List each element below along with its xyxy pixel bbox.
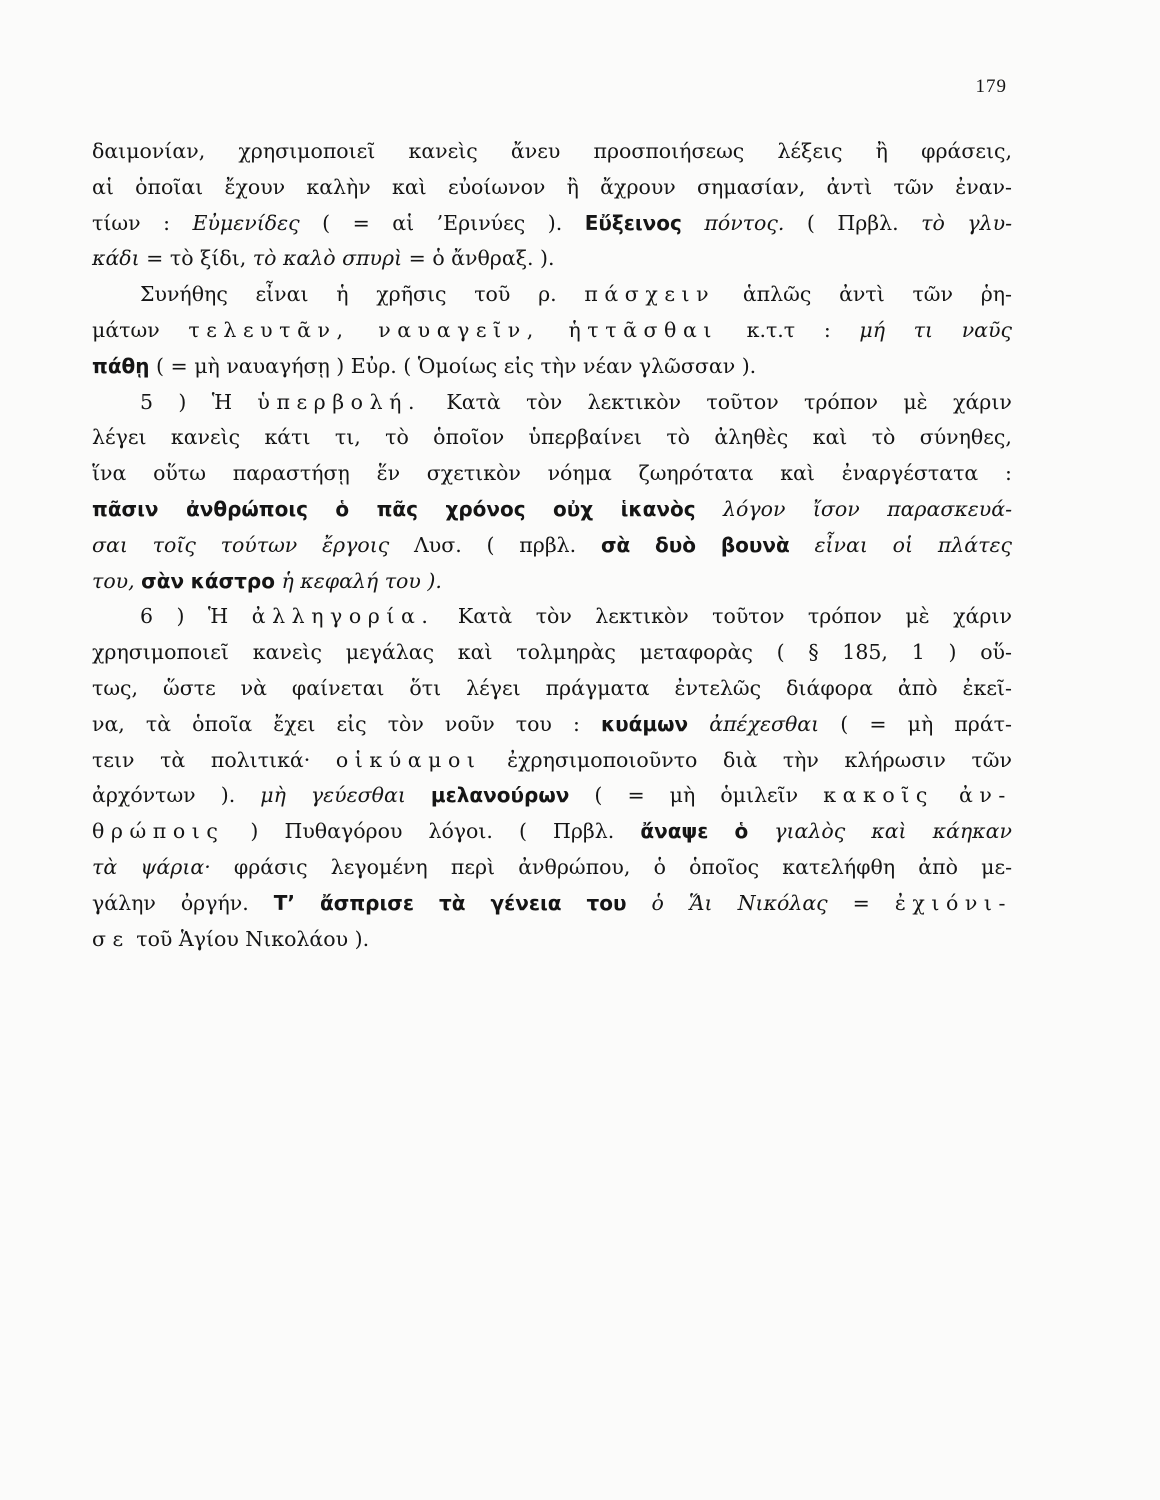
text-run: ἀνθρώπου, — [518, 854, 631, 879]
text-run: = — [852, 890, 870, 915]
text-run: ὅτι — [409, 675, 442, 700]
text-run: μὴ — [669, 783, 696, 808]
text-run: Συνήθης — [140, 282, 228, 307]
text-run: τὸν — [387, 711, 424, 736]
text-run: τὸ — [385, 425, 409, 450]
text-run: μὲ — [903, 389, 928, 414]
italic-text: του — [384, 568, 421, 593]
text-line — [92, 564, 1012, 600]
spaced-text: κακοῖς — [823, 783, 934, 808]
text-run: νέαν — [583, 353, 633, 378]
bold-text: χρόνος — [445, 496, 526, 521]
text-run: λέγει — [466, 675, 521, 700]
bold-text: ὁ — [335, 496, 350, 521]
text-run: ἀληθὲς — [714, 425, 789, 450]
text-run: ἐχρησιμοποιοῦντο — [507, 747, 698, 772]
text-run: καὶ — [812, 425, 848, 450]
text-run: σύνηθες, — [919, 425, 1012, 450]
italic-text: τοῖς — [152, 532, 196, 557]
spaced-text: θρώποις — [92, 819, 225, 844]
bold-text: βουνὰ — [720, 532, 790, 557]
text-line — [92, 206, 1012, 242]
bold-text: πᾶσιν — [92, 496, 159, 521]
text-run: χρησιμοποιεῖ — [238, 139, 376, 163]
text-run: λεκτικὸν — [587, 389, 682, 414]
bold-text: δυὸ — [655, 532, 697, 557]
text-run: Ἁγίου — [178, 926, 239, 951]
text-run: ζωηρότατα — [638, 461, 754, 486]
italic-text: ἴσον — [812, 496, 860, 521]
bold-text: κάστρο — [190, 568, 275, 593]
text-run: 6 — [140, 604, 154, 629]
text-run: νὰ — [240, 675, 267, 700]
bold-text: μελανούρων — [430, 783, 570, 808]
text-run: φράσεις, — [921, 139, 1012, 163]
text-run: ἀπὸ — [918, 854, 958, 879]
bold-text: σὰ — [600, 532, 631, 557]
text-line — [92, 778, 1012, 814]
italic-text: καὶ — [871, 819, 907, 844]
bold-text: ὁ — [734, 819, 749, 844]
text-run: 1 — [911, 640, 925, 665]
text-run: τοῦ — [136, 926, 173, 951]
text-run: Κατὰ — [457, 604, 513, 629]
text-body — [92, 134, 1012, 957]
italic-text: πόντος. — [704, 210, 785, 235]
bold-text: ἀνθρώποις — [185, 496, 308, 521]
text-line — [92, 313, 1012, 349]
spaced-text: τελευτᾶν, — [188, 317, 350, 342]
text-line — [92, 241, 1012, 277]
text-line — [92, 635, 1012, 671]
text-run: καλὴν — [306, 174, 371, 199]
text-run: μὴ — [194, 353, 220, 378]
spaced-text: ἀλληγορία. — [251, 604, 435, 629]
text-line — [92, 134, 1012, 170]
text-line — [92, 707, 1012, 743]
text-run: ). — [547, 210, 563, 235]
text-run: τρόπον — [807, 604, 882, 629]
text-run: Πυθαγόρου — [284, 819, 403, 844]
text-run: ὁ — [653, 854, 666, 879]
text-run: μεταφορὰς — [639, 640, 753, 665]
text-run: ) — [250, 819, 259, 844]
text-run: ) — [178, 389, 187, 414]
bold-text: σὰν — [141, 568, 185, 593]
italic-text: καλὸ — [282, 246, 336, 271]
text-run: ὁ — [432, 246, 445, 271]
text-run: ἀρχόντων — [92, 783, 196, 808]
text-run: ἵνα — [92, 461, 127, 486]
text-run: μὴ — [907, 711, 934, 736]
text-run: τὸν — [535, 604, 572, 629]
text-run: τῶν — [893, 174, 934, 199]
text-run: εἰς — [336, 711, 367, 736]
bold-text: ἄναψε — [640, 819, 709, 844]
text-run: = — [170, 353, 188, 378]
text-run: ( — [518, 819, 527, 844]
text-run: πρβλ. — [519, 532, 577, 557]
italic-text: λόγον — [723, 496, 786, 521]
text-run: κανεὶς — [252, 640, 322, 665]
text-run: τὸν — [526, 389, 563, 414]
text-line — [92, 492, 1012, 528]
italic-text: τὸ — [252, 246, 277, 271]
text-run: = — [408, 246, 426, 271]
text-run: ὁποῖαι — [135, 174, 204, 199]
text-run: ξίδι, — [200, 246, 247, 271]
text-run: ) — [948, 640, 957, 665]
text-run: ἐναν- — [955, 174, 1012, 199]
text-run: ἐναργέστατα — [841, 461, 979, 486]
text-run: λεγομένη — [330, 854, 428, 879]
text-run: διάφορα — [786, 675, 873, 700]
text-run: ἄχρουν — [600, 174, 676, 199]
spaced-text: ὑπερβολή. — [257, 389, 422, 414]
text-run: αἱ — [392, 210, 415, 235]
italic-text: κεφαλή — [300, 568, 379, 593]
text-run: να, — [92, 711, 125, 736]
text-run: ῥη- — [980, 282, 1012, 307]
text-run: οὕ- — [980, 640, 1012, 665]
text-run: Ἡ — [211, 389, 233, 414]
italic-text: Εὐμενίδες — [192, 210, 300, 235]
text-run: = — [146, 246, 164, 271]
text-line — [92, 743, 1012, 779]
text-run: Λυσ. — [413, 532, 462, 557]
bold-text: του — [586, 890, 627, 915]
text-line — [92, 528, 1012, 564]
italic-text: παρασκευά- — [887, 496, 1012, 521]
text-line — [92, 385, 1012, 421]
italic-text: γεύεσθαι — [310, 783, 406, 808]
text-run: νοῦν — [444, 711, 495, 736]
text-run: τῶν — [912, 282, 953, 307]
text-line — [92, 277, 1012, 313]
spaced-text: ἡττᾶσθαι — [568, 317, 718, 342]
italic-text: ). — [427, 568, 442, 593]
italic-text: κάηκαν — [932, 819, 1012, 844]
text-run: προσποιήσεως — [593, 139, 745, 163]
italic-text: μὴ — [260, 783, 286, 808]
text-run: οὕτω — [153, 461, 206, 486]
text-line — [92, 456, 1012, 492]
italic-text: τὰ — [92, 854, 118, 879]
text-run: δαιμονίαν, — [92, 139, 206, 163]
text-run: τρόπον — [804, 389, 879, 414]
text-run: ἕν — [376, 461, 401, 486]
text-run: πράγματα — [545, 675, 650, 700]
text-run: χάριν — [953, 604, 1012, 629]
bold-text: γένεια — [490, 890, 562, 915]
text-line — [92, 814, 1012, 850]
text-run: χρησιμοποιεῖ — [92, 640, 229, 665]
text-run: φαίνεται — [291, 675, 385, 700]
italic-text: τούτων — [220, 532, 298, 557]
text-run: ἔχουν — [224, 174, 286, 199]
text-run: τὸ — [169, 246, 194, 271]
text-run: σημασίαν, — [697, 174, 806, 199]
text-run: εἶναι — [255, 282, 309, 307]
page-number: 179 — [975, 76, 1007, 97]
text-run: ). — [220, 783, 236, 808]
text-run: : — [1005, 461, 1012, 486]
text-run: παραστήσῃ — [232, 461, 350, 486]
text-line — [92, 349, 1012, 385]
text-line — [92, 170, 1012, 206]
text-run: μὲ — [905, 604, 930, 629]
text-run: ἐκεῖ- — [962, 675, 1012, 700]
text-run: Ἡ — [207, 604, 229, 629]
text-run: λέγει — [92, 425, 147, 450]
text-run: ( — [156, 353, 165, 378]
text-run: καὶ — [457, 640, 493, 665]
text-run: ὑπερβαίνει — [528, 425, 642, 450]
text-run: ἀντὶ — [839, 282, 885, 307]
text-run: Εὐρ. — [350, 353, 397, 378]
text-run: ( — [806, 210, 815, 235]
text-run: κατελήφθη — [782, 854, 896, 879]
italic-text: σαι — [92, 532, 128, 557]
text-run: Κατὰ — [446, 389, 501, 414]
text-run: πολιτικά· — [210, 747, 311, 772]
text-run: ). — [741, 353, 757, 378]
text-run: ὁποῖος — [689, 854, 760, 879]
text-run: κανεὶς — [170, 425, 241, 450]
italic-text: γλυ- — [967, 210, 1012, 235]
text-run: 185, — [842, 640, 888, 665]
text-run: ὁμιλεῖν — [720, 783, 799, 808]
text-run: ναυαγήσῃ — [226, 353, 330, 378]
italic-text: ὁ — [651, 890, 664, 915]
text-run: 5 — [140, 389, 154, 414]
text-run: ἐντελῶς — [674, 675, 762, 700]
text-run: γάλην — [92, 890, 156, 915]
text-run: Νικολάου — [245, 926, 349, 951]
text-run: ( — [840, 711, 849, 736]
italic-text: ναῦς — [961, 317, 1012, 342]
text-run: = — [869, 711, 887, 736]
text-run: Πρβλ. — [837, 210, 899, 235]
text-run: ἁπλῶς — [742, 282, 812, 307]
text-run: νόημα — [547, 461, 612, 486]
text-run: ἀπὸ — [897, 675, 938, 700]
text-run: ἄνευ — [510, 139, 561, 163]
text-run: τὸ — [666, 425, 690, 450]
italic-text: του, — [92, 568, 135, 593]
text-run: μεγάλας — [345, 640, 435, 665]
text-run: πράτ- — [954, 711, 1012, 736]
text-run: Ὁμοίως — [417, 353, 498, 378]
text-run: φράσις — [233, 854, 308, 879]
bold-text: κυάμων — [600, 711, 689, 736]
text-run: τίων — [92, 210, 141, 235]
text-run: τοῦ — [474, 282, 511, 307]
text-run: § — [808, 640, 819, 665]
italic-text: ἡ — [281, 568, 294, 593]
text-run: ὁποῖα — [192, 711, 253, 736]
text-run: : — [572, 711, 580, 736]
text-run: κανεὶς — [408, 139, 478, 163]
text-run: λέξεις — [777, 139, 843, 163]
text-line — [92, 886, 1012, 922]
text-run: ἢ — [875, 139, 888, 163]
bold-text: ἱκανὸς — [620, 496, 696, 521]
italic-text: μή — [859, 317, 885, 342]
bold-text: ἄσπρισε — [320, 890, 414, 915]
italic-text: γιαλὸς — [774, 819, 846, 844]
bold-text: οὐχ — [553, 496, 594, 521]
bold-text: τὰ — [438, 890, 466, 915]
italic-text: τὸ — [921, 210, 945, 235]
text-run: τοῦτον — [706, 389, 779, 414]
text-run: ). — [540, 246, 555, 271]
italic-text: ἀπέχεσθαι — [709, 711, 820, 736]
text-run: εὐοίωνον — [447, 174, 546, 199]
text-run: ὥστε — [163, 675, 216, 700]
text-run: ὀργήν. — [180, 890, 249, 915]
text-line — [92, 599, 1012, 635]
text-run: τῶν — [971, 747, 1012, 772]
text-run: κλήρωσιν — [844, 747, 946, 772]
text-run: χάριν — [953, 389, 1012, 414]
text-run: λεκτικὸν — [595, 604, 689, 629]
text-run: περὶ — [450, 854, 496, 879]
italic-text: κάδι — [92, 246, 140, 271]
spaced-text: οἱκύαμοι — [335, 747, 482, 772]
spaced-text: πάσχειν — [584, 282, 716, 307]
bold-text: πάθῃ — [92, 353, 150, 378]
text-run: τι, — [334, 425, 361, 450]
text-run: τὰ — [160, 747, 186, 772]
text-line — [92, 922, 1012, 958]
italic-text: οἱ — [892, 532, 914, 557]
spaced-text: ἐχιόνι- — [894, 890, 1012, 915]
text-run: ( — [322, 210, 331, 235]
italic-text: τι — [913, 317, 934, 342]
italic-text: Ἅι — [688, 890, 713, 915]
text-run: : — [163, 210, 170, 235]
text-run: ) — [336, 353, 345, 378]
text-line — [92, 671, 1012, 707]
text-run: τὴν — [782, 747, 819, 772]
text-run: κάτι — [264, 425, 311, 450]
text-run: τολμηρὰς — [516, 640, 616, 665]
italic-text: ψάρια· — [140, 854, 211, 879]
text-run: αἱ — [92, 174, 114, 199]
text-run: Πρβλ. — [553, 819, 615, 844]
text-run: ( — [594, 783, 603, 808]
text-run: χρῆσις — [376, 282, 447, 307]
text-run: τως, — [92, 675, 139, 700]
text-run: διὰ — [722, 747, 758, 772]
spaced-text: σε — [92, 926, 130, 951]
italic-text: σπυρὶ — [342, 246, 403, 271]
bold-text: πᾶς — [376, 496, 419, 521]
text-run: με- — [981, 854, 1012, 879]
text-run: εἰς — [503, 353, 534, 378]
text-run: ( — [486, 532, 495, 557]
text-run: ’Ερινύες — [436, 210, 526, 235]
bold-text: Εὔξεινος — [584, 210, 682, 235]
text-line — [92, 420, 1012, 456]
text-run: ( — [403, 353, 412, 378]
italic-text: εἶναι — [814, 532, 868, 557]
text-run: ( — [776, 640, 785, 665]
text-run: σχετικὸν — [426, 461, 521, 486]
text-run: λόγοι. — [428, 819, 493, 844]
text-run: τὴν — [540, 353, 577, 378]
italic-text: Νικόλας — [737, 890, 828, 915]
text-run: : — [823, 317, 831, 342]
text-line — [92, 850, 1012, 886]
bold-text: Τ’ — [273, 890, 295, 915]
text-run: ἡ — [336, 282, 349, 307]
text-run: καὶ — [392, 174, 427, 199]
text-run: ὁποῖον — [433, 425, 505, 450]
italic-text: πλάτες — [937, 532, 1012, 557]
text-run: ἢ — [566, 174, 579, 199]
italic-text: ἔργοις — [322, 532, 390, 557]
text-run: του — [515, 711, 552, 736]
text-run: γλῶσσαν — [638, 353, 736, 378]
spaced-text: ἀν- — [958, 783, 1012, 808]
text-run: κ.τ.τ — [746, 317, 796, 342]
text-run: μάτων — [92, 317, 160, 342]
text-run: ἔχει — [273, 711, 316, 736]
text-run: καὶ — [780, 461, 815, 486]
text-run: ἄνθραξ. — [451, 246, 534, 271]
text-run: τειν — [92, 747, 135, 772]
text-run: ) — [176, 604, 185, 629]
text-run: = — [352, 210, 370, 235]
text-run: ἀντὶ — [826, 174, 873, 199]
text-run: τὰ — [145, 711, 172, 736]
text-run: ). — [354, 926, 370, 951]
text-run: τοῦτον — [712, 604, 785, 629]
spaced-text: ναυαγεῖν, — [378, 317, 540, 342]
text-run: = — [627, 783, 645, 808]
text-run: τὸ — [871, 425, 896, 450]
text-run: ρ. — [538, 282, 557, 307]
